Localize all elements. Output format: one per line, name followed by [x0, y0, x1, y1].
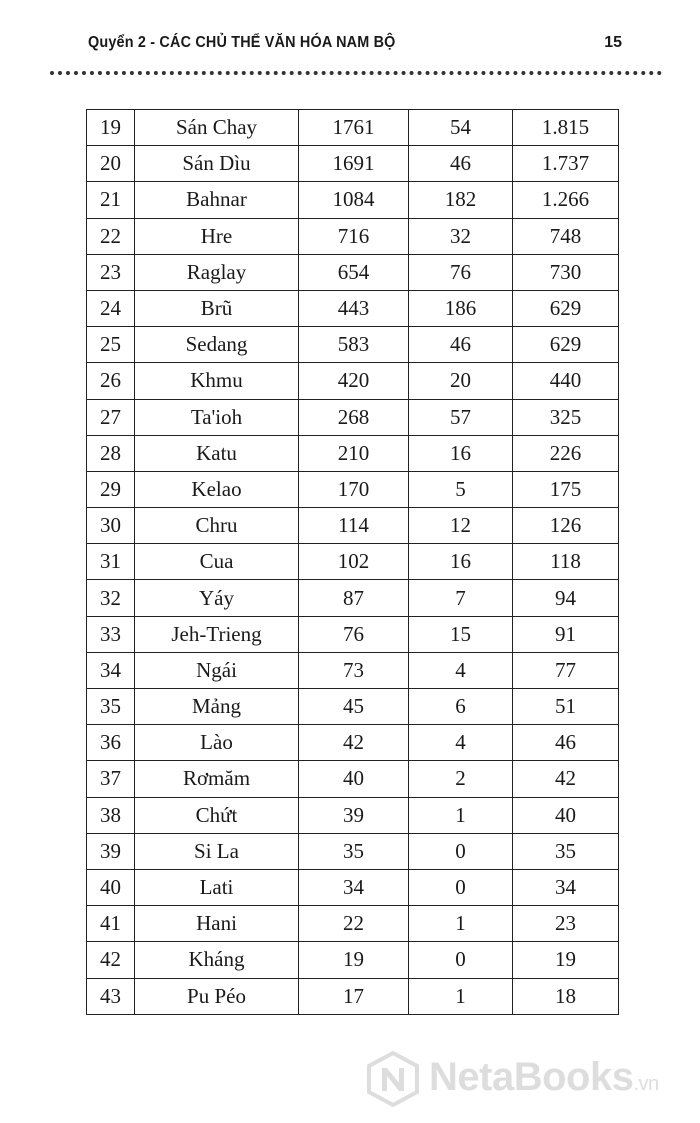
- cell-value-b: 0: [409, 869, 513, 905]
- table-row: [87, 254, 619, 290]
- watermark-brand: NetaBooks: [429, 1055, 634, 1099]
- table-row: [87, 146, 619, 182]
- cell-ethnic-name: Mảng: [135, 689, 299, 725]
- table-row: [87, 616, 619, 652]
- cell-stt: 38: [87, 797, 135, 833]
- table-row: [87, 182, 619, 218]
- cell-value-a: 716: [299, 218, 409, 254]
- cell-ethnic-name: Sán Dìu: [135, 146, 299, 182]
- cell-value-b: 182: [409, 182, 513, 218]
- cell-ethnic-name: Sán Chay: [135, 110, 299, 146]
- cell-stt: 19: [87, 110, 135, 146]
- cell-value-c: 91: [513, 616, 619, 652]
- page-header: [88, 30, 622, 64]
- cell-stt: 39: [87, 833, 135, 869]
- cell-ethnic-name: Brũ: [135, 290, 299, 326]
- cell-stt: 25: [87, 327, 135, 363]
- cell-value-c: 175: [513, 471, 619, 507]
- cell-stt: 29: [87, 471, 135, 507]
- table-row: [87, 725, 619, 761]
- table-row: [87, 435, 619, 471]
- cell-value-c: 1.737: [513, 146, 619, 182]
- table-row: [87, 110, 619, 146]
- table-row: [87, 544, 619, 580]
- table-row: [87, 942, 619, 978]
- table-row: [87, 218, 619, 254]
- cell-value-a: 40: [299, 761, 409, 797]
- cell-stt: 33: [87, 616, 135, 652]
- cell-ethnic-name: Chứt: [135, 797, 299, 833]
- cell-value-a: 35: [299, 833, 409, 869]
- table-row: [87, 327, 619, 363]
- cell-value-b: 2: [409, 761, 513, 797]
- cell-stt: 34: [87, 652, 135, 688]
- table-row: [87, 869, 619, 905]
- cell-value-b: 32: [409, 218, 513, 254]
- table-body: [87, 110, 619, 1015]
- cell-value-c: 325: [513, 399, 619, 435]
- cell-value-a: 443: [299, 290, 409, 326]
- cell-value-b: 57: [409, 399, 513, 435]
- cell-stt: 23: [87, 254, 135, 290]
- cell-value-a: 87: [299, 580, 409, 616]
- cell-value-b: 1: [409, 797, 513, 833]
- table-row: [87, 761, 619, 797]
- cell-stt: 28: [87, 435, 135, 471]
- table-row: [87, 797, 619, 833]
- cell-stt: 21: [87, 182, 135, 218]
- cell-ethnic-name: Rơmăm: [135, 761, 299, 797]
- cell-ethnic-name: Lào: [135, 725, 299, 761]
- cell-value-b: 186: [409, 290, 513, 326]
- cell-stt: 26: [87, 363, 135, 399]
- table-row: [87, 508, 619, 544]
- cell-ethnic-name: Ta'ioh: [135, 399, 299, 435]
- watermark-brand-text: [429, 1055, 659, 1100]
- table-row: [87, 471, 619, 507]
- cell-value-a: 73: [299, 652, 409, 688]
- cell-value-c: 440: [513, 363, 619, 399]
- page-number: 15: [604, 34, 622, 51]
- cell-value-c: 226: [513, 435, 619, 471]
- cell-value-c: 40: [513, 797, 619, 833]
- cell-stt: 42: [87, 942, 135, 978]
- cell-value-c: 1.815: [513, 110, 619, 146]
- cell-value-b: 16: [409, 544, 513, 580]
- cell-stt: 31: [87, 544, 135, 580]
- cell-value-a: 1084: [299, 182, 409, 218]
- cell-value-c: 23: [513, 906, 619, 942]
- cell-ethnic-name: Ngái: [135, 652, 299, 688]
- cell-ethnic-name: Bahnar: [135, 182, 299, 218]
- cell-value-b: 0: [409, 833, 513, 869]
- cell-value-c: 748: [513, 218, 619, 254]
- cell-stt: 37: [87, 761, 135, 797]
- ethnic-population-table: [86, 109, 619, 1015]
- cell-ethnic-name: Raglay: [135, 254, 299, 290]
- cell-value-b: 12: [409, 508, 513, 544]
- cell-ethnic-name: Katu: [135, 435, 299, 471]
- cell-stt: 24: [87, 290, 135, 326]
- cell-value-a: 1691: [299, 146, 409, 182]
- cell-value-b: 7: [409, 580, 513, 616]
- cell-stt: 35: [87, 689, 135, 725]
- cell-value-b: 76: [409, 254, 513, 290]
- table-row: [87, 580, 619, 616]
- cell-ethnic-name: Yáy: [135, 580, 299, 616]
- table-row: [87, 399, 619, 435]
- cell-value-a: 210: [299, 435, 409, 471]
- cell-value-c: 46: [513, 725, 619, 761]
- cell-value-b: 15: [409, 616, 513, 652]
- cell-stt: 30: [87, 508, 135, 544]
- cell-ethnic-name: Hre: [135, 218, 299, 254]
- cell-ethnic-name: Si La: [135, 833, 299, 869]
- cell-ethnic-name: Sedang: [135, 327, 299, 363]
- cell-value-c: 94: [513, 580, 619, 616]
- netabooks-logo-icon: [365, 1051, 421, 1107]
- cell-ethnic-name: Khmu: [135, 363, 299, 399]
- cell-value-b: 16: [409, 435, 513, 471]
- table-row: [87, 290, 619, 326]
- cell-value-a: 654: [299, 254, 409, 290]
- cell-value-c: 51: [513, 689, 619, 725]
- ethnic-population-table-container: [86, 109, 618, 1015]
- cell-value-a: 17: [299, 978, 409, 1014]
- cell-value-a: 583: [299, 327, 409, 363]
- cell-value-b: 5: [409, 471, 513, 507]
- cell-ethnic-name: Jeh-Trieng: [135, 616, 299, 652]
- cell-stt: 36: [87, 725, 135, 761]
- table-row: [87, 833, 619, 869]
- header-divider: [50, 71, 662, 79]
- cell-value-b: 46: [409, 146, 513, 182]
- cell-value-c: 19: [513, 942, 619, 978]
- cell-ethnic-name: Cua: [135, 544, 299, 580]
- cell-value-c: 77: [513, 652, 619, 688]
- cell-value-a: 114: [299, 508, 409, 544]
- table-row: [87, 978, 619, 1014]
- cell-ethnic-name: Chru: [135, 508, 299, 544]
- cell-value-c: 629: [513, 327, 619, 363]
- watermark-suffix: .vn: [633, 1073, 659, 1095]
- cell-value-b: 4: [409, 725, 513, 761]
- cell-value-c: 118: [513, 544, 619, 580]
- cell-value-a: 45: [299, 689, 409, 725]
- cell-ethnic-name: Lati: [135, 869, 299, 905]
- cell-value-b: 54: [409, 110, 513, 146]
- cell-ethnic-name: Pu Péo: [135, 978, 299, 1014]
- table-row: [87, 363, 619, 399]
- cell-value-b: 20: [409, 363, 513, 399]
- cell-value-c: 34: [513, 869, 619, 905]
- cell-ethnic-name: Kelao: [135, 471, 299, 507]
- cell-value-a: 19: [299, 942, 409, 978]
- cell-value-a: 42: [299, 725, 409, 761]
- cell-value-b: 46: [409, 327, 513, 363]
- cell-stt: 32: [87, 580, 135, 616]
- table-row: [87, 689, 619, 725]
- cell-value-c: 730: [513, 254, 619, 290]
- cell-value-a: 268: [299, 399, 409, 435]
- publisher-watermark: [365, 1043, 695, 1115]
- cell-stt: 41: [87, 906, 135, 942]
- cell-value-a: 39: [299, 797, 409, 833]
- running-head-title: Quyển 2 - CÁC CHỦ THỂ VĂN HÓA NAM BỘ: [88, 34, 396, 51]
- cell-value-b: 1: [409, 978, 513, 1014]
- cell-stt: 43: [87, 978, 135, 1014]
- cell-value-a: 170: [299, 471, 409, 507]
- cell-stt: 27: [87, 399, 135, 435]
- cell-value-a: 1761: [299, 110, 409, 146]
- cell-stt: 20: [87, 146, 135, 182]
- cell-value-b: 1: [409, 906, 513, 942]
- cell-stt: 40: [87, 869, 135, 905]
- cell-stt: 22: [87, 218, 135, 254]
- cell-value-c: 1.266: [513, 182, 619, 218]
- cell-value-c: 35: [513, 833, 619, 869]
- cell-value-a: 22: [299, 906, 409, 942]
- cell-ethnic-name: Kháng: [135, 942, 299, 978]
- cell-value-b: 4: [409, 652, 513, 688]
- table-row: [87, 906, 619, 942]
- cell-value-b: 6: [409, 689, 513, 725]
- cell-value-b: 0: [409, 942, 513, 978]
- cell-value-c: 126: [513, 508, 619, 544]
- cell-value-c: 42: [513, 761, 619, 797]
- cell-ethnic-name: Hani: [135, 906, 299, 942]
- table-row: [87, 652, 619, 688]
- cell-value-a: 34: [299, 869, 409, 905]
- cell-value-a: 76: [299, 616, 409, 652]
- cell-value-c: 18: [513, 978, 619, 1014]
- cell-value-c: 629: [513, 290, 619, 326]
- cell-value-a: 420: [299, 363, 409, 399]
- cell-value-a: 102: [299, 544, 409, 580]
